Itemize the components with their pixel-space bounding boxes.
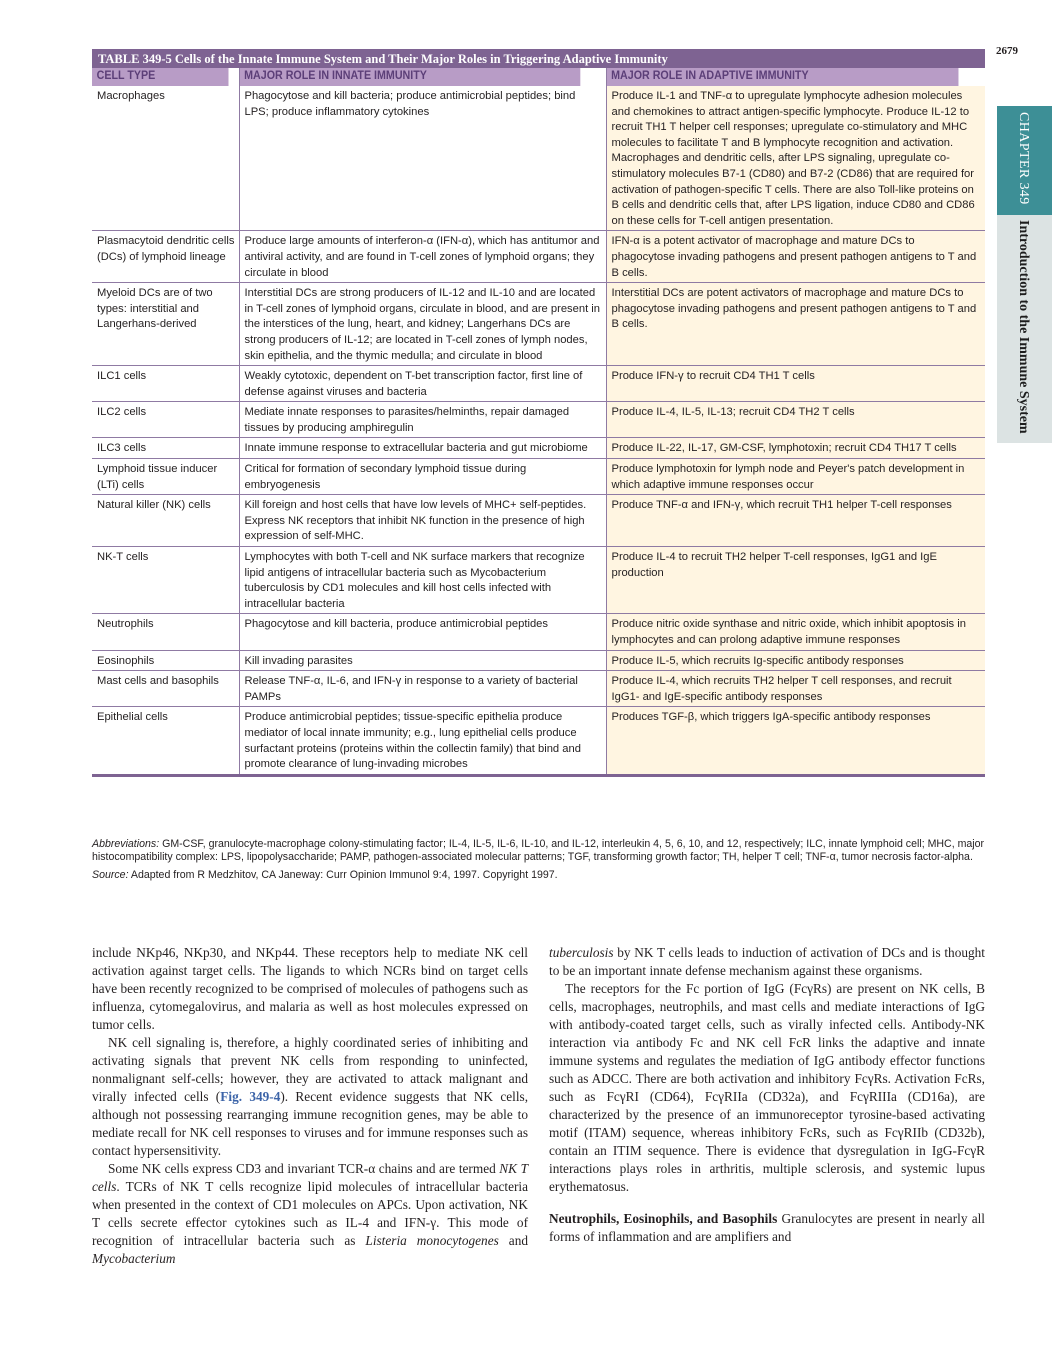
innate-role-cell: Produce antimicrobial peptides; tissue-specific epithelia produce mediator of local innate immunity; e.g., lung epithelial cells produce surfactant proteins (proteins within the collectin family) that bind and promote clearance of lung-invading microbes: [239, 707, 606, 774]
adaptive-role-cell: Produce IL-4 to recruit TH2 helper T-cell responses, IgG1 and IgE production: [606, 547, 985, 614]
table-row: [92, 402, 985, 438]
innate-role-cell: Innate immune response to extracellular bacteria and gut microbiome: [239, 438, 606, 459]
cell-type-cell: Neutrophils: [92, 614, 239, 650]
table-header-row: [92, 68, 985, 86]
paragraph: [92, 1160, 528, 1268]
table-body: [92, 86, 985, 774]
table-row: [92, 283, 985, 366]
header-innate-role: MAJOR ROLE IN INNATE IMMUNITY: [239, 68, 580, 86]
table-row: [92, 86, 985, 231]
table-footnotes: [92, 838, 985, 886]
section-heading: Neutrophils, Eosinophils, and Basophils: [549, 1211, 778, 1226]
source-label: Source:: [92, 868, 129, 881]
chapter-number: CHAPTER 349: [1016, 112, 1031, 205]
body-column-left: [92, 944, 528, 1268]
abbreviations-note: [92, 838, 985, 865]
term: NK T cells: [92, 1161, 528, 1194]
species-name: tuberculosis: [549, 945, 614, 960]
cell-type-cell: Myeloid DCs are of two types: interstitial and Langerhans-derived: [92, 283, 239, 366]
abbreviations-label: Abbreviations:: [92, 838, 160, 850]
adaptive-role-cell: Produce IL-1 and TNF-α to upregulate lymphocyte adhesion molecules and chemokines to attract antigen-specific lymphocyte. Produce IL-12 to recruit TH1 T helper cell responses; upregulate co-stimulatory and MHC molecules to facilitate T and B lymphocyte recognition and activation. Macrophages and dendritic cells, after LPS signaling, upregulate co-stimulatory molecules B7-1 (CD80) and B7-2 (CD86) that are required for activation of pathogen-specific T cells. There are also Toll-like proteins on B cells and dendritic cells that, after LPS ligation, induce CD80 and CD86 on these cells for T-cell antigen presentation.: [606, 86, 985, 231]
innate-role-cell: Mediate innate responses to parasites/helminths, repair damaged tissues by producing amphiregulin: [239, 402, 606, 438]
cell-type-cell: Mast cells and basophils: [92, 671, 239, 707]
chapter-running-head: [1015, 112, 1031, 434]
paragraph-text: NK cell signaling is, therefore, a highly coordinated series of inhibiting and activating signals that prevent NK cells from responding to uninfected, nonmalignant self-cells; however, they are activated to attack malignant and virally infected cells (: [92, 1035, 528, 1104]
paragraph-text: Some NK cells express CD3 and invariant TCR-α chains and are termed: [108, 1161, 500, 1176]
adaptive-role-cell: Produce IFN-γ to recruit CD4 TH1 T cells: [606, 366, 985, 402]
adaptive-role-cell: Produces TGF-β, which triggers IgA-specific antibody responses: [606, 707, 985, 774]
table-bottom-rule: [92, 774, 985, 777]
cell-type-cell: Lymphoid tissue inducer (LTi) cells: [92, 459, 239, 495]
cell-type-cell: NK-T cells: [92, 547, 239, 614]
cell-type-cell: ILC3 cells: [92, 438, 239, 459]
paragraph: [549, 944, 985, 980]
table-row: [92, 231, 985, 283]
section-paragraph: [549, 1210, 985, 1246]
source-note: [92, 869, 985, 882]
paragraph-text: ). Recent evidence suggests that NK cells, although not possessing rearranging immune recognition genes, may be able to mediate recall for NK cell responses to viruses and for immune responses such as contact hypersensitivity.: [92, 1089, 529, 1158]
table-row: [92, 650, 985, 671]
header-adaptive-role: MAJOR ROLE IN ADAPTIVE IMMUNITY: [606, 68, 958, 86]
adaptive-role-cell: Produce lymphotoxin for lymph node and Peyer's patch development in which adaptive immune responses occur: [606, 459, 985, 495]
adaptive-role-cell: Produce IL-22, IL-17, GM-CSF, lymphotoxin; recruit CD4 TH17 T cells: [606, 438, 985, 459]
innate-role-cell: Weakly cytotoxic, dependent on T-bet transcription factor, first line of defense against viruses and bacteria: [239, 366, 606, 402]
table-title: TABLE 349-5 Cells of the Innate Immune System and Their Major Roles in Triggering Adaptive Immunity: [92, 49, 985, 68]
table-row: [92, 438, 985, 459]
adaptive-role-cell: IFN-α is a potent activator of macrophage and mature DCs to phagocytose invading pathogens and present pathogen antigens to T and B cells.: [606, 231, 985, 283]
paragraph-text: by NK T cells leads to induction of activation of DCs and is thought to be an important innate defense mechanism against these organisms.: [549, 945, 985, 978]
paragraph: include NKp46, NKp30, and NKp44. These receptors help to mediate NK cell activation against target cells. The ligands to which NCRs bind on target cells have been recently recognized to be comprised of molecules of pathogens such as influenza, cytomegalovirus, and malaria as well as host molecules expressed on tumor cells.: [92, 945, 528, 1032]
figure-link[interactable]: Fig. 349-4: [220, 1089, 281, 1104]
cell-type-cell: ILC1 cells: [92, 366, 239, 402]
innate-role-cell: Kill foreign and host cells that have low levels of MHC+ self-peptides. Express NK receptors that inhibit NK function in the presence of high expression of self-MHC.: [239, 495, 606, 547]
section-spacer: [549, 1196, 985, 1210]
cell-type-cell: Epithelial cells: [92, 707, 239, 774]
innate-role-cell: Phagocytose and kill bacteria; produce antimicrobial peptides; bind LPS; produce inflammatory cytokines: [239, 86, 606, 231]
innate-role-cell: Kill invading parasites: [239, 650, 606, 671]
header-cell-type: CELL TYPE: [92, 68, 229, 86]
adaptive-role-cell: Produce IL-4, IL-5, IL-13; recruit CD4 TH2 T cells: [606, 402, 985, 438]
source-text: Adapted from R Medzhitov, CA Janeway: Curr Opinion Immunol 9:4, 1997. Copyright 1997.: [130, 868, 558, 881]
cell-type-cell: Macrophages: [92, 86, 239, 231]
abbreviations-text: GM-CSF, granulocyte-macrophage colony-stimulating factor; IL-4, IL-5, IL-6, IL-10, and IL-12, interleukin 4, 5, 6, 10, and 12, respectively; ILC, innate lymphoid cell; MHC, major histocompatibility complex: LPS, lipopolysaccharide; PAMP, pathogen-associated molecular patterns; TGF, transforming growth factor; TH, helper T cell; TNF-α, tumor necrosis factor-alpha.: [92, 838, 985, 864]
table-row: [92, 459, 985, 495]
cell-type-cell: Eosinophils: [92, 650, 239, 671]
table-row: [92, 495, 985, 547]
chapter-title: Introduction to the Immune System: [1016, 220, 1031, 434]
species-name: Listeria monocytogenes: [365, 1233, 499, 1248]
innate-role-cell: Produce large amounts of interferon-α (IFN-α), which has antitumor and antiviral activity, and are found in T-cell zones of lymphoid organs; they circulate in blood: [239, 231, 606, 283]
innate-role-cell: Lymphocytes with both T-cell and NK surface markers that recognize lipid antigens of intracellular bacteria such as Mycobacterium tuberculosis by CD1 molecules and kill host cells infected with intracellular bacteria: [239, 547, 606, 614]
body-column-right: [549, 944, 985, 1246]
paragraph: The receptors for the Fc portion of IgG (FcγRs) are present on NK cells, B cells, macrophages, neutrophils, and mast cells and mediate interactions of IgG with antibody-coated target cells, such as virally infected cells. Antibody-NK interaction via antibody Fc and NK cell FcR links the adaptive and innate immune systems and regulates the mediation of IgG antibody effector functions such as ADCC. There are both activation and inhibitory FcγRs. Activation FcRs, such as FcγRI (CD64), FcγRIIa (CD32a), and FcγRIIIa (CD16a), are characterized by the presence of an immunoreceptor tyrosine-based activating motif (ITAM) sequence, whereas inhibitory FcRs, such as FcγRIIb (CD32b), contain an ITIM sequence. There is evidence that dysregulation in IgG-FcγR interactions plays roles in arthritis, multiple sclerosis, and systemic lupus erythematosus.: [549, 981, 985, 1194]
cell-type-cell: ILC2 cells: [92, 402, 239, 438]
page-number: 2679: [996, 45, 1018, 57]
innate-role-cell: Phagocytose and kill bacteria, produce antimicrobial peptides: [239, 614, 606, 650]
table-349-5: [92, 49, 985, 777]
adaptive-role-cell: Produce IL-5, which recruits Ig-specific antibody responses: [606, 650, 985, 671]
paragraph: [92, 1034, 528, 1160]
adaptive-role-cell: Produce IL-4, which recruits TH2 helper T cell responses, and recruit IgG1- and IgE-specific antibody responses: [606, 671, 985, 707]
innate-role-cell: Release TNF-α, IL-6, and IFN-γ in response to a variety of bacterial PAMPs: [239, 671, 606, 707]
table-row: [92, 671, 985, 707]
table-row: [92, 707, 985, 774]
table-row: [92, 366, 985, 402]
table-row: [92, 614, 985, 650]
adaptive-role-cell: Produce TNF-α and IFN-γ, which recruit TH1 helper T-cell responses: [606, 495, 985, 547]
innate-role-cell: Interstitial DCs are strong producers of IL-12 and IL-10 and are located in T-cell zones of lymphoid organs, circulate in blood, and are present in the interstices of the lung, heart, and kidney; Langerhans DCs are strong producers of IL-12; are located in T-cell zones of lymph nodes, skin epithelia, and the thymic medulla; and circulate in blood: [239, 283, 606, 366]
cell-type-cell: Plasmacytoid dendritic cells (DCs) of lymphoid lineage: [92, 231, 239, 283]
paragraph-text: Granulocytes are present in nearly all forms of inflammation and are amplifiers and: [549, 1211, 986, 1244]
innate-role-cell: Critical for formation of secondary lymphoid tissue during embryogenesis: [239, 459, 606, 495]
species-name: Mycobacterium: [92, 1251, 176, 1266]
table-row: [92, 547, 985, 614]
adaptive-role-cell: Interstitial DCs are potent activators of macrophage and mature DCs to phagocytose invading pathogens and present pathogen antigens to T and B cells.: [606, 283, 985, 366]
paragraph-text: and: [498, 1233, 528, 1248]
cell-type-cell: Natural killer (NK) cells: [92, 495, 239, 547]
paragraph-text: . TCRs of NK T cells recognize lipid molecules of intracellular bacteria when presented in the context of CD1 molecules on APCs. Upon activation, NK T cells secrete effector cytokines such as IL-4 and IFN-γ. This mode of recognition of intracellular bacteria such as: [92, 1179, 528, 1248]
adaptive-role-cell: Produce nitric oxide synthase and nitric oxide, which inhibit apoptosis in lymphocytes and can prolong adaptive immune responses: [606, 614, 985, 650]
data-table: [92, 68, 985, 774]
